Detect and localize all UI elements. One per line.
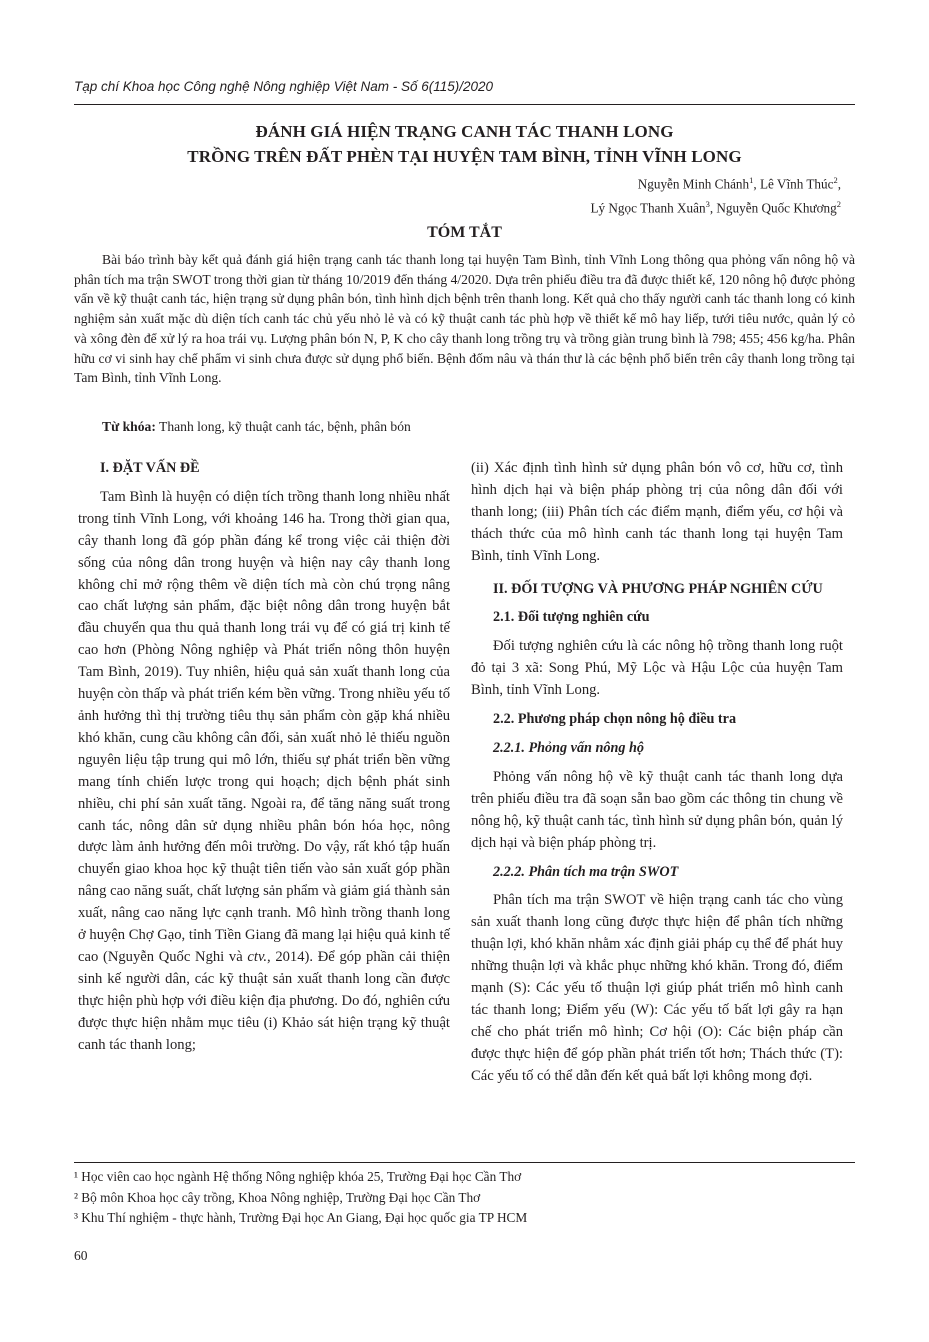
title-line-1: ĐÁNH GIÁ HIỆN TRẠNG CANH TÁC THANH LONG (255, 122, 674, 141)
section-heading-methods: II. ĐỐI TƯỢNG VÀ PHƯƠNG PHÁP NGHIÊN CỨU (493, 580, 823, 597)
abstract-text: Bài báo trình bày kết quả đánh giá hiện trạng canh tác thanh long tại huyện Tam Bình, tỉnh Vĩnh Long thông qua phỏng vấn nông hộ và phân tích ma trận SWOT trong thời gian từ tháng 10/2019 đến tháng 4/2020. Dựa trên phiếu điều tra đã được thiết kế, 120 nông hộ được phỏng vấn về kỹ thuật canh tác, hiện trạng sử dụng phân bón, tình hình dịch bệnh trên thanh long. Kết quả cho thấy người canh tác thanh long có kinh nghiệm sản xuất mặc dù diện tích canh tác chủ yếu nhỏ lẻ và có kỹ thuật canh tác phù hợp về thiết kế mô hay liếp, tưới tiêu nước, quản lý cỏ và xông đèn để xử lý ra hoa trái vụ. Lượng phân bón N, P, K cho cây thanh long trồng trụ và trồng giàn trung bình là 798; 455; 456 kg/ha. Phân hữu cơ vi sinh hay chế phẩm vi sinh chưa được sử dụng phổ biến. Bệnh đốm nâu và thán thư là các bệnh phổ biến trên cây thanh long trồng tại Tam Bình, tỉnh Vĩnh Long. (74, 252, 855, 386)
author-affiliation: 1 (749, 175, 754, 185)
author-name: Nguyễn Minh Chánh (637, 176, 750, 192)
keywords-list: Thanh long, kỹ thuật canh tác, bệnh, phân bón (155, 419, 411, 434)
title-line-2: TRỒNG TRÊN ĐẤT PHÈN TẠI HUYỆN TAM BÌNH, TỈNH VĨNH LONG (187, 147, 742, 166)
author-name: Lý Ngọc Thanh Xuân (590, 200, 706, 216)
footnote-2: ² Bộ môn Khoa học cây trồng, Khoa Nông nghiệp, Trường Đại học Cần Thơ (74, 1189, 481, 1205)
keywords (102, 417, 855, 437)
author-name: , Nguyễn Quốc Khương (709, 200, 837, 216)
intro-text-part2: , 2014). Để góp phần cải thiện sinh kế người dân, các kỹ thuật sản xuất thanh long cần được thực hiện phù hợp với điều kiện địa phương. Do đó, nghiên cứu được thực hiện nhằm mục tiêu (i) Khảo sát hiện trạng kỹ thuật canh tác thanh long; (78, 948, 450, 1053)
footnotes (74, 1167, 855, 1229)
page-number: 60 (74, 1248, 88, 1263)
footnote-rule (74, 1162, 855, 1163)
abstract-heading: TÓM TẮT (427, 224, 502, 241)
author-line-1: Nguyễn Minh Chánh$^1$, Lê Vĩnh Thúc$^2$, (637, 175, 841, 192)
subsection-heading-2-2: 2.2. Phương pháp chọn nông hộ điều tra (493, 711, 737, 728)
paragraph-2-1: Đối tượng nghiên cứu là các nông hộ trồng thanh long ruột đỏ tại 3 xã: Song Phú, Mỹ Lộc và Hậu Lộc của huyện Tam Bình, tỉnh Vĩnh Long. (471, 638, 843, 699)
paragraph-2-2-2: Phân tích ma trận SWOT về hiện trạng canh tác cho vùng sản xuất thanh long cũng được thực hiện để phân tích những thuận lợi, khó khăn nhằm xác định giải pháp cụ thể để phát huy những thuận lợi và khắc phục những khó khăn. Trong đó, điểm mạnh (S): Các yếu tố thuận lợi giúp phát triển mô hình canh tác thanh long; Điểm yếu (W): Các yếu tố bất lợi gây ra hạn chế cho phát triển mô hình; Cơ hội (O): Các biện pháp cần được thực hiện để góp phần phát triển tốt hơn; Thách thức (T): Các yếu tố có thể dẫn đến kết quả bất lợi không mong đợi. (471, 892, 843, 1084)
footnote-1: ¹ Học viên cao học ngành Hệ thống Nông nghiệp khóa 25, Trường Đại học Cần Thơ (74, 1169, 522, 1184)
subsection-heading-2-2-1: 2.2.1. Phỏng vấn nông hộ (493, 739, 644, 756)
paper-title (74, 119, 855, 169)
author-affiliation: 2 (833, 175, 838, 185)
paragraph-2-2-1: Phỏng vấn nông hộ về kỹ thuật canh tác thanh long dựa trên phiếu điều tra đã soạn sẵn bao gồm các thông tin chung về nông hộ, kỹ thuật canh tác, tình hình sử dụng phân bón, quản lý dịch hại và biện pháp phòng trị. (471, 768, 843, 851)
author-list (341, 170, 841, 219)
intro-continued-paragraph: (ii) Xác định tình hình sử dụng phân bón vô cơ, hữu cơ, tình hình dịch hại và biện pháp phòng trị của nông dân đối với thanh long; (iii) Phân tích các điểm mạnh, điểm yếu, cơ hội và thách thức của mô hình canh tác thanh long tại huyện Tam Bình, tỉnh Vĩnh Long. (471, 460, 843, 564)
right-column (471, 458, 843, 1088)
author-affiliation: 2 (836, 199, 841, 210)
introduction-paragraph (78, 487, 450, 1057)
subsection-heading-2-1: 2.1. Đối tượng nghiên cứu (493, 609, 650, 626)
author-name: , Lê Vĩnh Thúc (753, 176, 834, 192)
footnote-3: ³ Khu Thí nghiệm - thực hành, Trường Đại học An Giang, Đại học quốc gia TP HCM (74, 1210, 528, 1225)
header-rule (74, 104, 855, 105)
keywords-label: Từ khóa: (102, 419, 156, 434)
author-line-2 (341, 194, 841, 218)
journal-header: Tạp chí Khoa học Công nghệ Nông nghiệp Việt Nam - Số 6(115)/2020 (74, 79, 494, 94)
section-heading-introduction: I. ĐẶT VẤN ĐỀ (100, 460, 200, 476)
left-column (78, 458, 450, 1056)
author-affiliation: 3 (705, 199, 710, 210)
subsection-heading-2-2-2: 2.2.2. Phân tích ma trận SWOT (493, 863, 679, 880)
intro-text-part1: Tam Bình là huyện có diện tích trồng thanh long nhiều nhất trong tỉnh Vĩnh Long, với khoảng 146 ha. Trong thời gian qua, cây thanh long đã góp phần đáng kể trong việc cải thiện đời sống của nông dân trong huyện và hiện nay cây thanh long không chỉ mở rộng thêm về diện tích mà còn chú trọng nâng cao chất lượng sản phẩm, đặc biệt nông dân trong huyện bắt đầu chuyển qua thu quả thanh long trái vụ để có giá trị kinh tế cao hơn (Phòng Nông nghiệp và Phát triển nông thôn huyện Tam Bình, 2019). Tuy nhiên, hiệu quả sản xuất thanh long của huyện còn thấp và phát triển kém bền vững. Trong nhiều yếu tố ảnh hưởng thì thị trường tiêu thụ sản phẩm còn gặp khá nhiều khó khăn, cung cầu không cân đối, sản xuất nhỏ lẻ thiếu nguồn nguyên liệu tập trung qui mô lớn, thiếu sự phát triển bền vững mang tính chiến lược trong qui hoạch; dịch bệnh phát sinh nhiều, chi phí sản xuất tăng. Ngoài ra, để tăng năng suất trong canh tác, nông dân sử dụng nhiều phân bón hóa học, nông dược làm ảnh hưởng đến môi trường. Do vậy, rất khó tập huấn chuyển giao khoa học kỹ thuật tiên tiến vào sản xuất góp phần nâng cao năng suất, chất lượng sản phẩm và giảm giá thành sản xuất, nâng cao năng lực cạnh tranh. Mô hình trồng thanh long ở huyện Chợ Gạo, tỉnh Tiền Giang đã mang lại hiệu quả kinh tế cao (Nguyễn Quốc Nghi và (78, 488, 450, 965)
intro-etal: ctv. (247, 948, 267, 965)
